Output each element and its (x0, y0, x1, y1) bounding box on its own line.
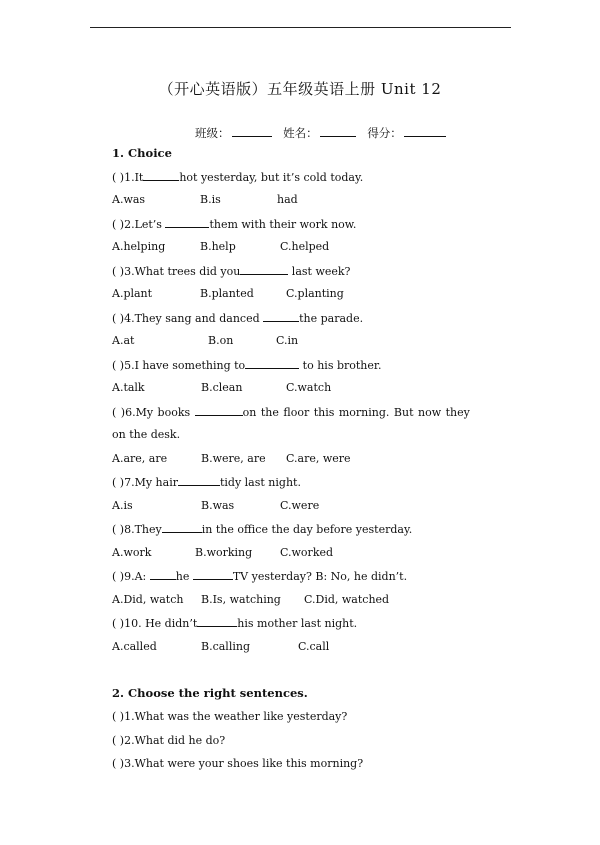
option-b: B.Is, watching (201, 593, 281, 606)
question-8 (112, 522, 412, 536)
question-2-pre: ( )2.Let’s (112, 218, 166, 231)
question-1-post: hot yesterday, but it’s cold today. (179, 171, 364, 184)
question-5 (112, 358, 381, 372)
class-blank[interactable] (232, 125, 272, 137)
option-b: B.was (201, 499, 235, 512)
question-3-post: last week? (288, 265, 351, 278)
question-1 (112, 170, 363, 184)
question-8-pre: ( )8.They (112, 523, 162, 536)
header-rule (90, 27, 511, 28)
option-c: C.call (298, 640, 330, 653)
question-10-post: his mother last night. (237, 617, 358, 630)
question-9-mid: he (175, 570, 193, 583)
option-b: B.working (195, 546, 253, 559)
option-a: A.are, are (112, 452, 168, 465)
option-b: B.on (208, 334, 234, 347)
option-c: had (277, 193, 298, 206)
option-c: C.planting (286, 287, 344, 300)
option-c: C.were (280, 499, 320, 512)
question-7 (112, 475, 301, 489)
option-a: A.at (112, 334, 135, 347)
option-c: C.are, were (286, 452, 351, 465)
student-info-row (195, 125, 454, 141)
option-a: A.Did, watch (112, 593, 184, 606)
sentence-question-2: ( )2.What did he do? (112, 734, 226, 747)
question-9-pre: ( )9.A: (112, 570, 150, 583)
class-label: 班级： (195, 126, 230, 140)
question-7-pre: ( )7.My hair (112, 476, 178, 489)
question-9 (112, 569, 407, 583)
question-5-pre: ( )5.I have something to (112, 359, 246, 372)
section1-heading: 1. Choice (112, 146, 172, 160)
option-c: C.helped (280, 240, 330, 253)
section2-heading: 2. Choose the right sentences. (112, 686, 308, 700)
score-label: 得分： (367, 126, 402, 140)
page-title: （开心英语版）五年级英语上册 Unit 12 (158, 80, 442, 98)
option-a: A.talk (112, 381, 145, 394)
question-6-blank[interactable] (195, 405, 243, 416)
sentence-question-3: ( )3.What were your shoes like this morning? (112, 757, 364, 770)
option-b: B.clean (201, 381, 243, 394)
option-c: C.in (276, 334, 299, 347)
question-10-blank[interactable] (197, 616, 237, 627)
question-5-post: to his brother. (299, 359, 382, 372)
option-a: A.work (112, 546, 152, 559)
question-3-pre: ( )3.What trees did you (112, 265, 241, 278)
question-2-post: them with their work now. (209, 218, 357, 231)
option-a: A.helping (112, 240, 166, 253)
question-6-post: on the floor this morning. But now they (242, 406, 470, 419)
question-2-blank[interactable] (165, 217, 209, 228)
option-b: B.help (200, 240, 236, 253)
question-5-blank[interactable] (245, 358, 299, 369)
option-a: A.is (112, 499, 133, 512)
question-9-post: TV yesterday? B: No, he didn’t. (232, 570, 408, 583)
sentence-question-1: ( )1.What was the weather like yesterday? (112, 710, 348, 723)
question-8-post: in the office the day before yesterday. (201, 523, 413, 536)
question-4 (112, 311, 363, 325)
option-a: A.called (112, 640, 157, 653)
question-9-blank-1[interactable] (150, 569, 176, 580)
question-1-blank[interactable] (143, 170, 179, 181)
option-b: B.calling (201, 640, 250, 653)
question-7-post: tidy last night. (219, 476, 301, 489)
option-c: C.Did, watched (304, 593, 390, 606)
question-2 (112, 217, 356, 231)
question-10 (112, 616, 357, 630)
option-b: B.is (200, 193, 221, 206)
option-b: B.were, are (201, 452, 266, 465)
question-6 (112, 405, 470, 419)
question-6-continued: on the desk. (112, 428, 181, 441)
question-4-pre: ( )4.They sang and danced (112, 312, 264, 325)
option-c: C.worked (280, 546, 334, 559)
name-blank[interactable] (320, 125, 356, 137)
question-3-blank[interactable] (240, 264, 288, 275)
question-4-blank[interactable] (263, 311, 299, 322)
option-b: B.planted (200, 287, 254, 300)
question-6-pre: ( )6.My books (112, 406, 195, 419)
option-c: C.watch (286, 381, 332, 394)
question-10-pre: ( )10. He didn’t (112, 617, 198, 630)
question-1-pre: ( )1.It (112, 171, 144, 184)
option-a: A.was (112, 193, 146, 206)
name-label: 姓名： (283, 126, 318, 140)
option-a: A.plant (112, 287, 153, 300)
question-4-post: the parade. (299, 312, 364, 325)
score-blank[interactable] (404, 125, 446, 137)
question-9-blank-2[interactable] (193, 569, 233, 580)
question-8-blank[interactable] (162, 522, 202, 533)
question-3 (112, 264, 350, 278)
question-7-blank[interactable] (178, 475, 220, 486)
